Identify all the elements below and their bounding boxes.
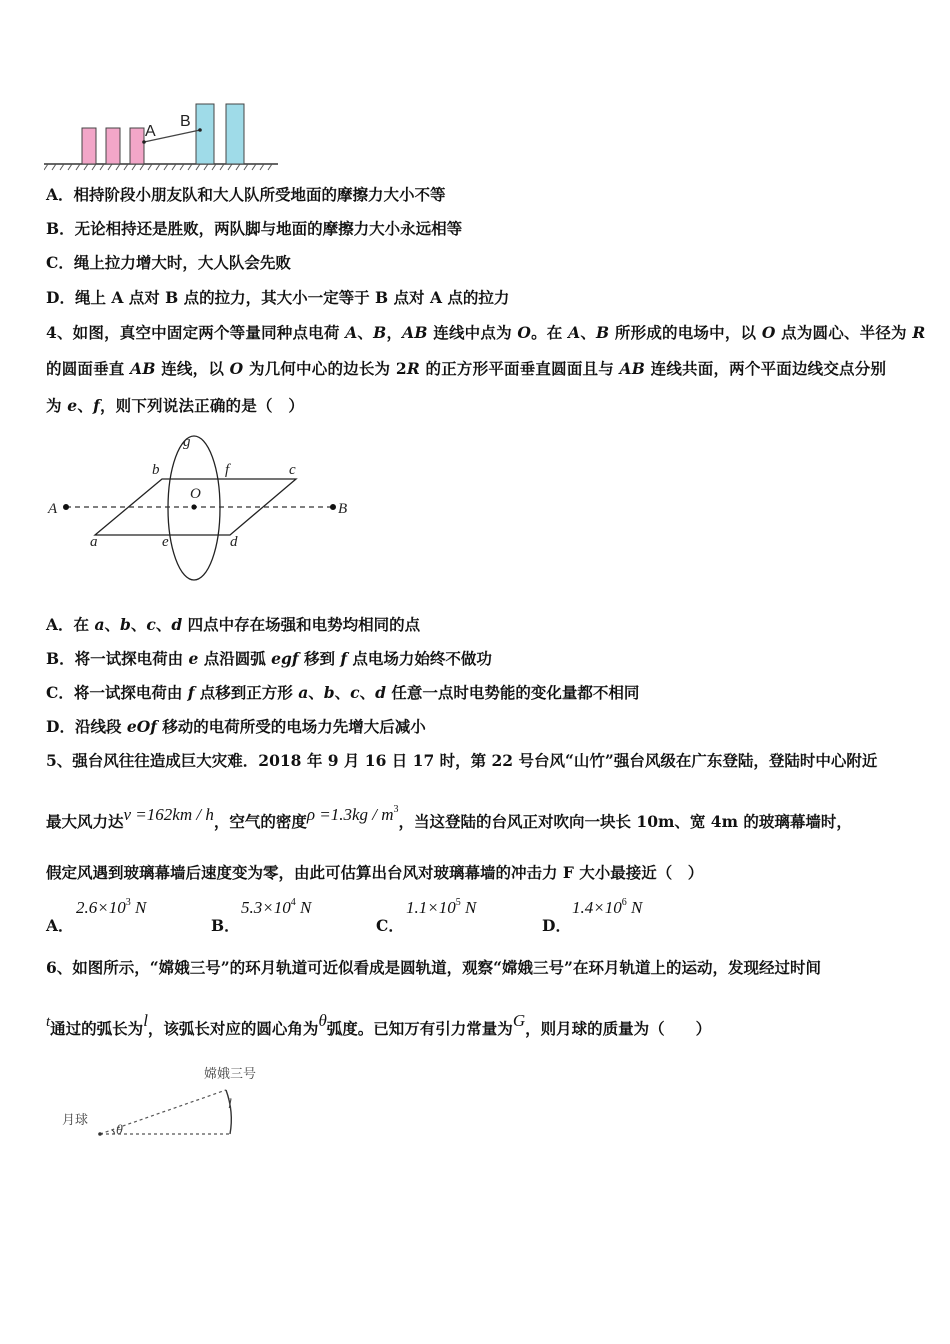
- label-a: a: [90, 534, 98, 550]
- symbol-t: t: [46, 1014, 51, 1030]
- orbit-figure: [60, 1062, 280, 1142]
- label-b: b: [152, 462, 160, 478]
- label-a: A: [145, 123, 156, 140]
- q3-option-b: B．无论相持还是胜败，两队脚与地面的摩擦力大小永远相等: [46, 219, 463, 238]
- symbol-l: l: [143, 1011, 148, 1030]
- q4-stem-line1: 4、如图，真空中固定两个等量同种点电荷 A、B，AB 连线中点为 O。在 A、B 所形成的电场中，以 O 点为圆心、半径为 R: [46, 323, 926, 342]
- label-O: O: [190, 486, 201, 502]
- charges-figure: [44, 428, 364, 588]
- label-f: f: [225, 462, 230, 478]
- label-B: B: [338, 501, 348, 517]
- tug-of-war-figure: [44, 100, 284, 172]
- moon-label: 月球: [62, 1113, 89, 1128]
- velocity-expr: v =162km / h: [123, 805, 214, 824]
- q6-stem-line2: t通过的弧长为l，该弧长对应的圆心角为θ弧度。已知万有引力常量为G，则月球的质量为（ ）: [46, 1011, 712, 1038]
- label-g: g: [183, 434, 191, 450]
- label-b: B: [180, 113, 191, 130]
- q3-option-a: A．相持阶段小朋友队和大人队所受地面的摩擦力大小不等: [46, 185, 446, 204]
- ground: [44, 164, 278, 170]
- q5-options: A． $2.6\times 10^3$ N B． $5.3\times 10^4$ N C． $1.1\times 10^5$ N D． $1.4\times 10^6$ N: [46, 897, 643, 935]
- q4-option-b: B．将一试探电荷由 e 点沿圆弧 egf 移到 f 点电场力始终不做功: [46, 649, 492, 668]
- q4-option-a: A．在 a、b、c、d 四点中存在场强和电势均相同的点: [46, 615, 421, 634]
- label-A: A: [48, 501, 58, 517]
- label-e: e: [162, 534, 169, 550]
- q5-stem-line1: 5、强台风往往造成巨大灾难．2018 年 9 月 16 日 17 时，第 22 号台风“山竹”强台风级在广东登陆，登陆时中心附近: [46, 751, 878, 770]
- label-c: c: [289, 462, 296, 478]
- q3-option-d: D．绳上 A 点对 B 点的拉力，其大小一定等于 B 点对 A 点的拉力: [46, 288, 510, 307]
- q4-stem-line3: 为 e、f，则下列说法正确的是（ ）: [46, 396, 305, 415]
- q5-stem-line3: 假定风遇到玻璃幕墙后速度变为零，由此可估算出台风对玻璃幕墙的冲击力 F 大小最接近（ ）: [46, 863, 704, 882]
- probe-label: 嫦娥三号: [204, 1067, 257, 1082]
- charge-a: [63, 504, 69, 510]
- q4-option-c: C．将一试探电荷由 f 点移到正方形 a、b、c、d 任意一点时电势能的变化量都不相同: [46, 683, 640, 702]
- symbol-G: G: [512, 1011, 526, 1030]
- theta-label: θ: [116, 1123, 123, 1138]
- q4-option-d: D．沿线段 eOf 移动的电荷所受的电场力先增大后减小: [46, 717, 426, 736]
- moon-center: [98, 1132, 102, 1136]
- q6-stem-line1: 6、如图所示，“嫦娥三号”的环月轨道可近似看成是圆轨道，观察“嫦娥三号”在环月轨道上的运动，发现经过时间: [46, 958, 821, 977]
- density-expr: $\rho =1.3kg / m^3$: [306, 804, 399, 824]
- symbol-theta: θ: [318, 1011, 327, 1030]
- adults-team: [196, 104, 244, 164]
- arc-l-label: l: [228, 1097, 232, 1112]
- center-o: [191, 504, 196, 509]
- q3-option-c: C．绳上拉力增大时，大人队会先败: [46, 253, 291, 272]
- q5-stem-line2: 最大风力达v =162km / h，空气的密度$\rho =1.3kg / m^3$，当这登陆的台风正对吹向一块长 10m、宽 4m 的玻璃幕墙时，: [46, 804, 852, 831]
- charge-b: [330, 504, 336, 510]
- q4-stem-line2: 的圆面垂直 AB 连线，以 O 为几何中心的边长为 2R 的正方形平面垂直圆面且与 AB 连线共面，两个平面边线交点分别: [46, 359, 887, 378]
- label-d: d: [230, 534, 238, 550]
- kids-team: [82, 128, 144, 164]
